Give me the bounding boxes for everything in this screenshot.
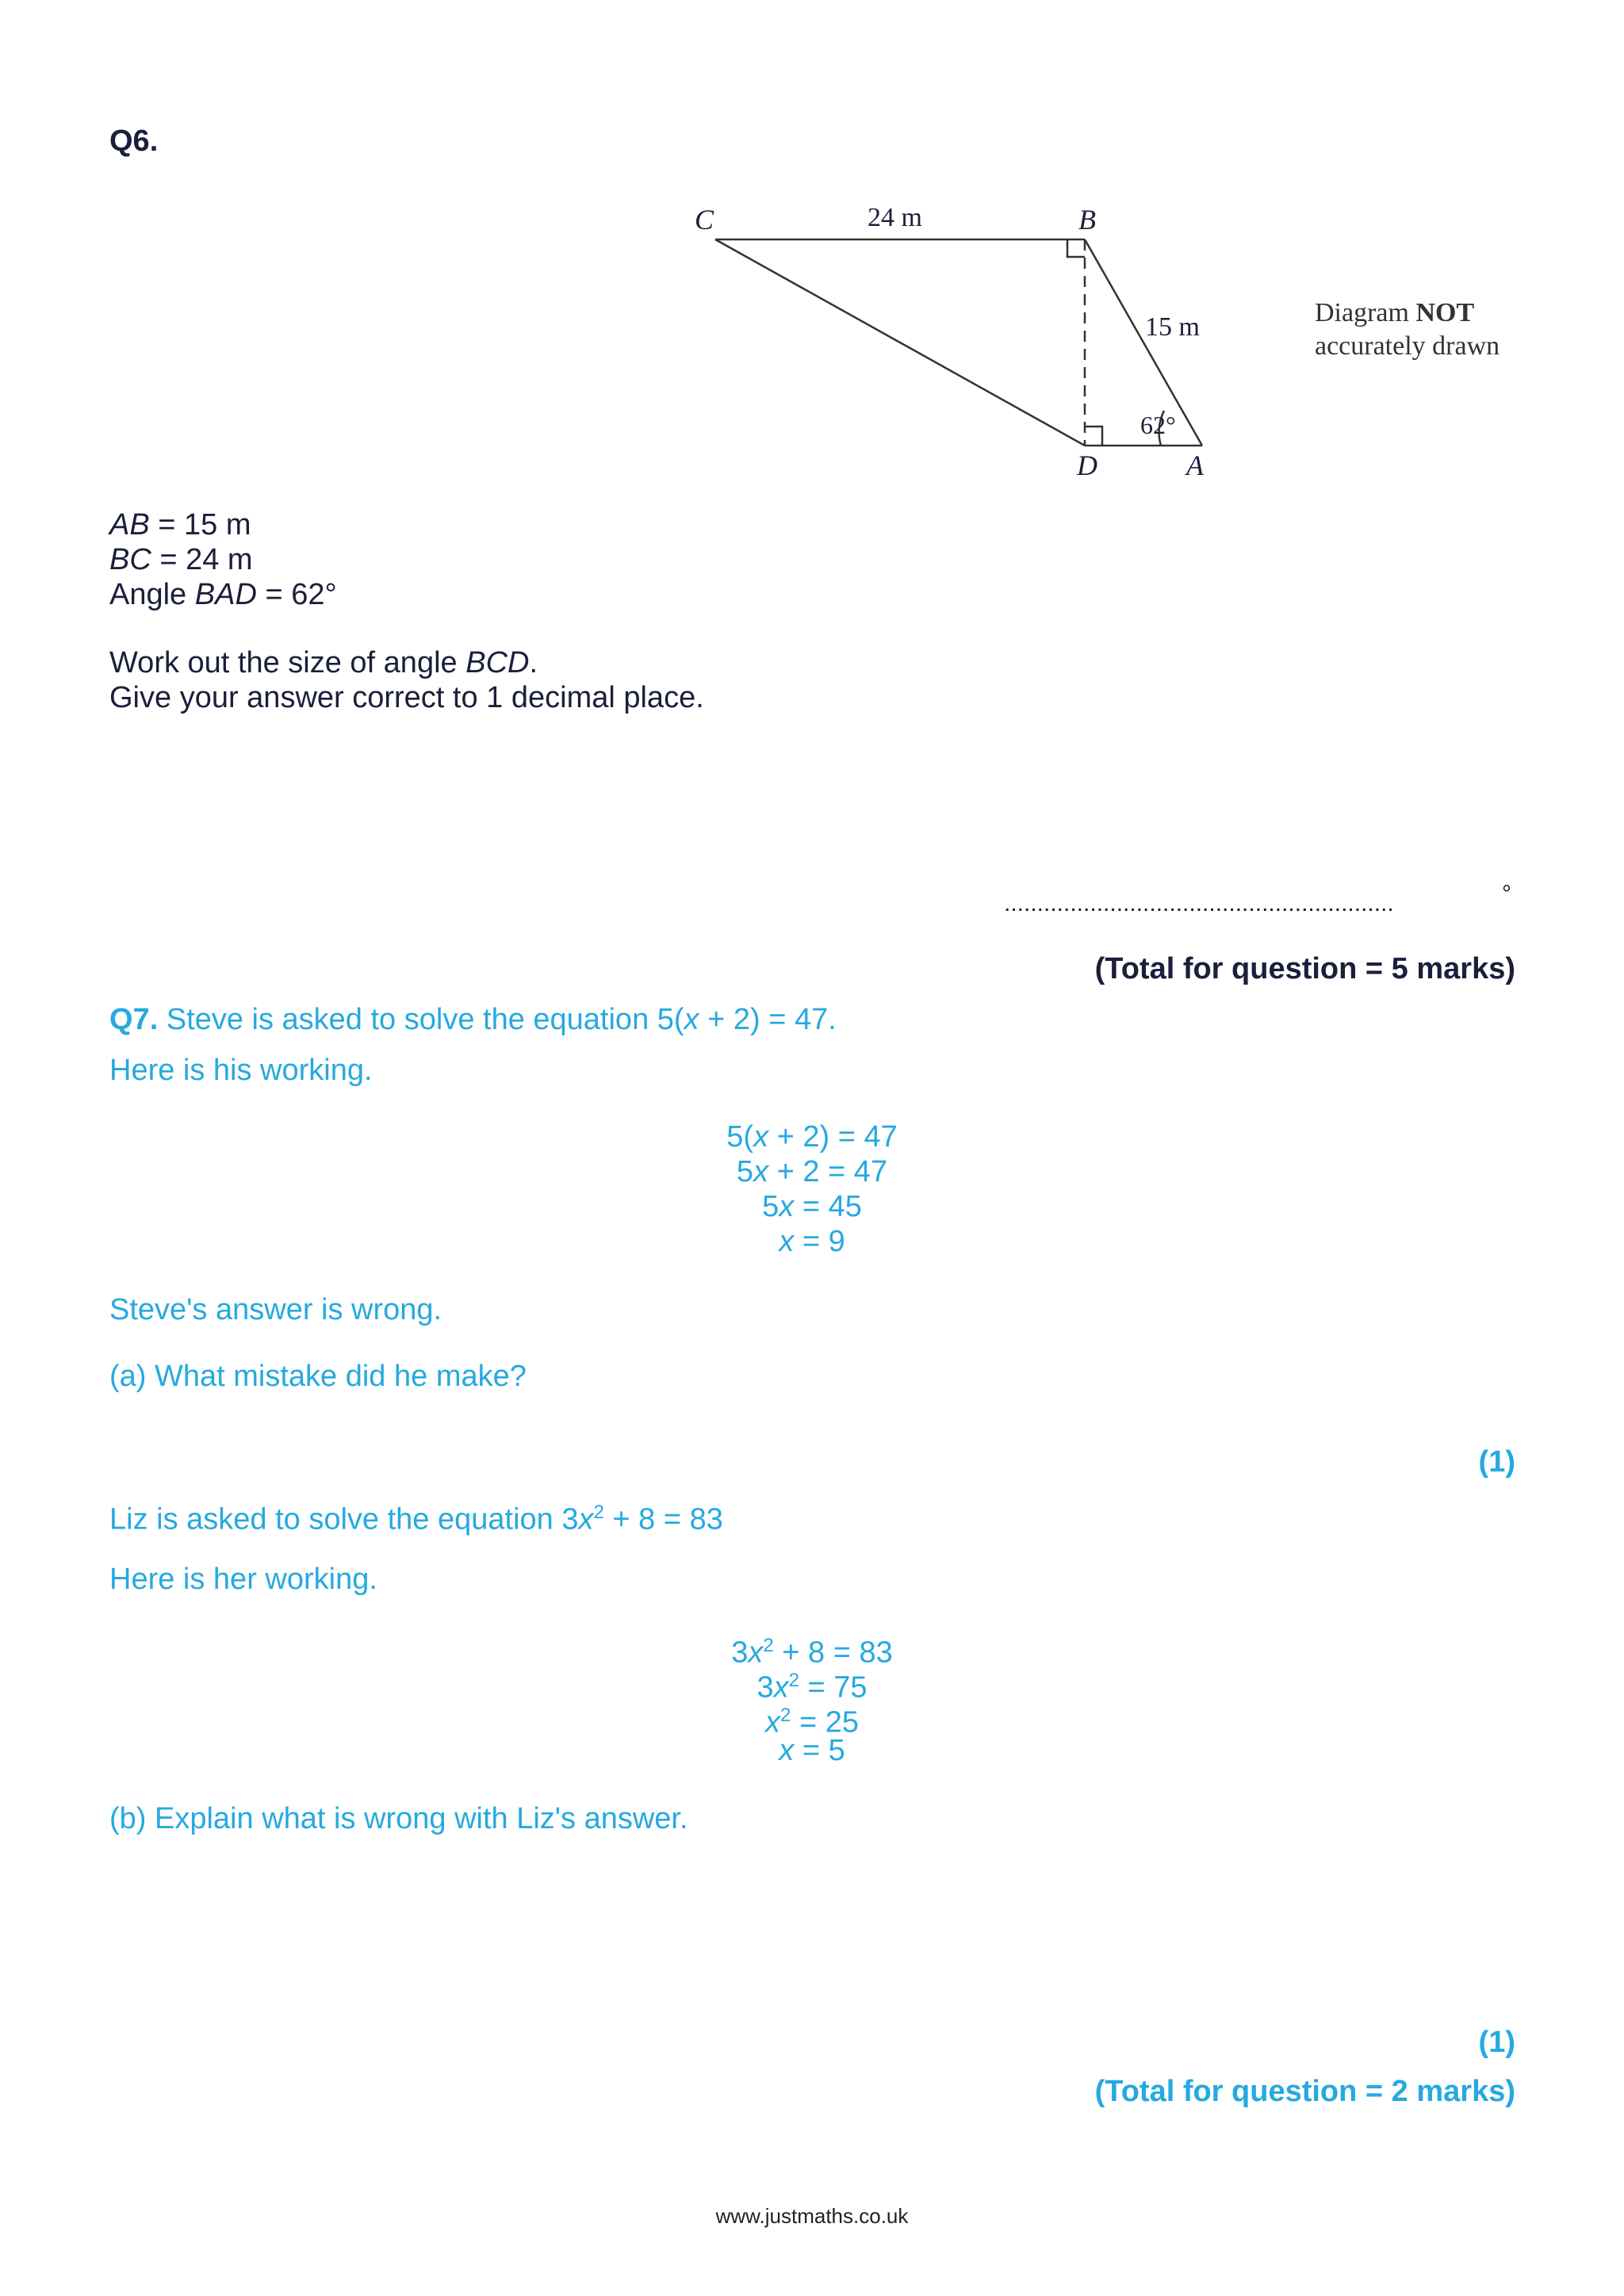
vertex-label-a: A [1186,450,1204,481]
q6-heading: Q6. [109,124,159,158]
length-cb-label: 24 m [868,203,922,232]
q7-total-marks: (Total for question = 2 marks) [1094,2075,1515,2108]
q6-total-marks: (Total for question = 5 marks) [1094,952,1515,985]
given-angle-bad: Angle BAD = 62° [109,578,337,611]
angle-label: 62° [1140,411,1176,439]
line-cd [715,239,1085,446]
steve-working-line-3: 5x = 45 [762,1190,862,1223]
vertex-label-b: B [1078,204,1096,235]
liz-intro: Liz is asked to solve the equation $3x^2 + 8 = 83$ [109,1502,723,1536]
right-angle-b [1067,239,1085,257]
vertex-label-d: D [1077,450,1097,481]
degree-symbol: ° [1502,881,1511,907]
steve-wrong-statement: Steve's answer is wrong. [109,1293,442,1326]
liz-working-line-2: $3x^2 = 75$ [756,1670,868,1705]
right-angle-d [1085,427,1102,446]
diagram-note-line1: Diagram NOT [1315,298,1475,327]
diagram-note-line2: accurately drawn [1315,331,1500,361]
footer-website: www.justmaths.co.uk [715,2204,909,2228]
part-a-question: (a) What mistake did he make? [109,1360,527,1393]
instruction-line2: Give your answer correct to 1 decimal place. [109,681,704,714]
steve-working-line-1: 5(x + 2) = 47 [726,1120,898,1154]
part-a-marks: (1) [1478,1445,1515,1479]
vertex-label-c: C [695,204,714,235]
answer-line[interactable]: ........................................................... [1004,890,1394,916]
liz-working-line-3: $x^2 = 25$ [765,1705,859,1739]
instruction-line1: Work out the size of angle BCD. [109,646,538,679]
steve-working-intro: Here is his working. [109,1054,373,1087]
liz-working-line-4: x = 5 [779,1734,845,1767]
liz-working-intro: Here is her working. [109,1563,377,1596]
liz-working-line-1: $3x^2 + 8 = 83$ [731,1635,893,1670]
steve-working-line-2: 5x + 2 = 47 [736,1155,888,1188]
given-ab: AB = 15 m [109,508,251,541]
length-ab-label: 15 m [1145,312,1200,342]
part-b-question: (b) Explain what is wrong with Liz's answer. [109,1802,688,1835]
steve-working-line-4: x = 9 [779,1225,845,1258]
part-b-marks: (1) [1478,2026,1515,2059]
diagram-note [1315,297,1500,363]
q7-intro: Q7. Steve is asked to solve the equation 5(x + 2) = 47. [109,1003,837,1036]
given-bc: BC = 24 m [109,543,253,576]
